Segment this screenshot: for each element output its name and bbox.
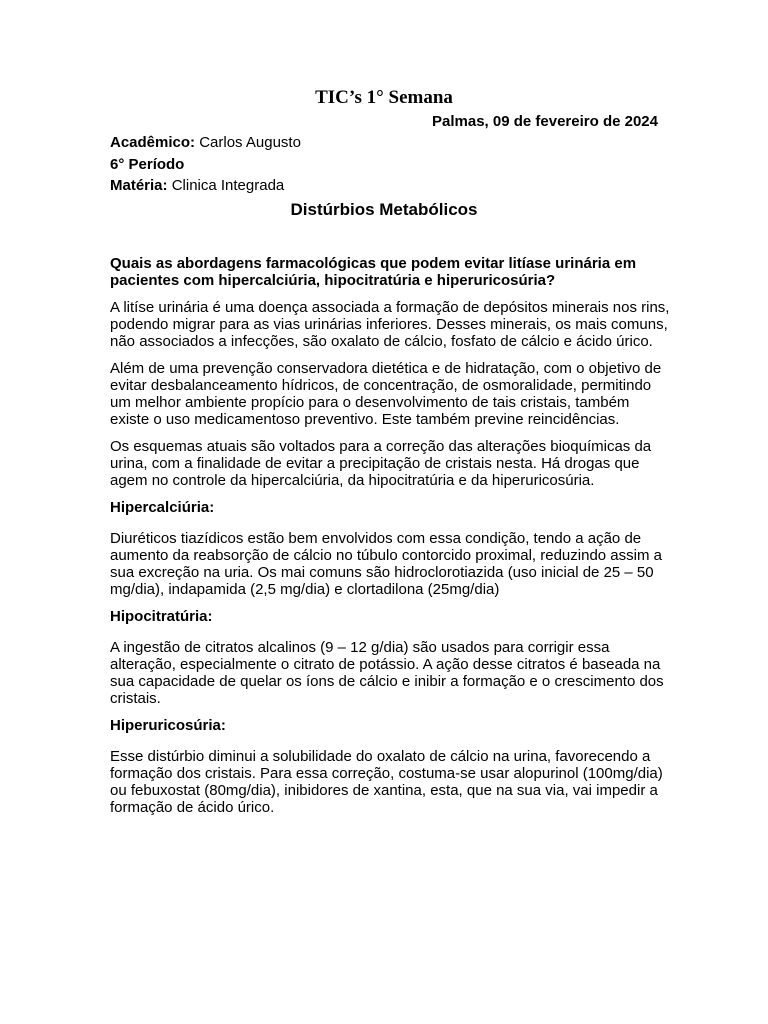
hiperuricosuria-heading: Hiperuricosúria: xyxy=(110,717,226,734)
document-date: Palmas, 09 de fevereiro de 2024 xyxy=(432,113,658,130)
hipocitraturia-text: A ingestão de citratos alcalinos (9 – 12 g/dia) são usados para corrigir essa alteração, especialmente o citrato de potássio. A ação desse citratos é baseada na sua capacidade de quelar os íons de cálcio e inibir a formação e o crescimento dos cristais. xyxy=(110,639,664,707)
materia-label: Matéria: xyxy=(110,177,168,194)
section-title: Distúrbios Metabólicos xyxy=(290,200,478,219)
academico-label: Acadêmico: xyxy=(110,134,196,151)
hipercalciuria-text: Diuréticos tiazídicos estão bem envolvidos com essa condição, tendo a ação de aumento da reabsorção de cálcio no túbulo contorcido proximal, reduzindo assim a sua excreção na uria. Os mai comuns são hidroclorotiazida (uso inicial de 25 – 50 mg/dia), indapamida (2,5 mg/dia) e clortadilona (25mg/dia) xyxy=(110,530,662,598)
document-body xyxy=(110,255,670,826)
hipocitraturia-heading: Hipocitratúria: xyxy=(110,608,213,625)
document-title: TIC’s 1° Semana xyxy=(315,87,453,108)
paragraph-2: Além de uma prevenção conservadora dietética e de hidratação, com o objetivo de evitar desbalanceamento hídricos, de concentração, de osmoralidade, permitindo um melhor ambiente propício para o desenvolvimento de tais cristais, também existe o uso medicamentoso preventivo. Este também previne reincidências. xyxy=(110,360,662,428)
academico-line xyxy=(110,134,301,151)
hiperuricosuria-text: Esse distúrbio diminui a solubilidade do oxalato de cálcio na urina, favorecendo a formação dos cristais. Para essa correção, costuma-se usar alopurinol (100mg/dia) ou febuxostat (80mg/dia), inibidores de xantina, esta, que na sua via, vai impedir a formação de ácido úrico. xyxy=(110,748,663,816)
periodo-label: 6° Período xyxy=(110,156,185,173)
paragraph-3: Os esquemas atuais são voltados para a correção das alterações bioquímicas da urina, com a finalidade de evitar a precipitação de cristais nesta. Há drogas que agem no controle da hipercalciúria, da hipocitratúria e da hiperuricosúria. xyxy=(110,438,652,489)
materia-line xyxy=(110,177,284,194)
academico-value: Carlos Augusto xyxy=(195,134,301,151)
hipercalciuria-heading: Hipercalciúria: xyxy=(110,499,215,516)
question-text: Quais as abordagens farmacológicas que podem evitar litíase urinária em pacientes com hipercalciúria, hipocitratúria e hiperuricosúria? xyxy=(110,255,637,289)
materia-value: Clinica Integrada xyxy=(167,177,285,194)
paragraph-1: A litíse urinária é uma doença associada a formação de depósitos minerais nos rins, podendo migrar para as vias urinárias inferiores. Desses minerais, os mais comuns, não associados a infecções, são oxalato de cálcio, fosfato de cálcio e ácido úrico. xyxy=(110,299,670,350)
periodo-line xyxy=(110,156,184,173)
